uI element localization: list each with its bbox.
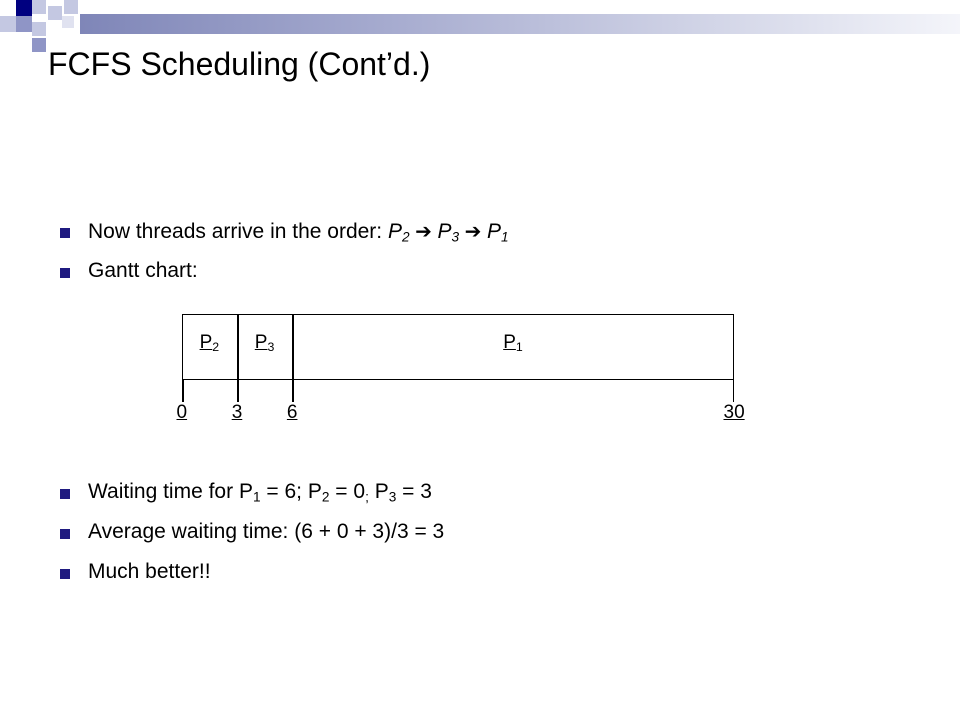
arrow-icon: ➔: [459, 221, 487, 243]
text-run: Average waiting time: (6 + 0 + 3)/3 = 3: [88, 520, 445, 543]
text-run: Now threads arrive in the order:: [88, 220, 388, 243]
decor-square-6: [48, 6, 62, 20]
bullet-text: [88, 219, 509, 244]
gantt-edge-tick: [182, 380, 184, 402]
decor-square-3: [0, 16, 16, 32]
text-run: P: [307, 480, 322, 503]
text-run: Much better!!: [88, 560, 211, 583]
decor-square-8: [32, 38, 46, 52]
gantt-tick-label: 30: [723, 402, 745, 423]
subscript: 3: [451, 229, 460, 245]
text-run: P: [238, 480, 253, 503]
text-run: P: [437, 220, 452, 243]
header-gradient-bar: [80, 14, 960, 34]
subscript: 1: [500, 229, 509, 245]
bullet-square-icon: [60, 489, 70, 499]
text-run: = 6;: [260, 480, 308, 503]
gantt-tick-label: 3: [231, 402, 243, 423]
arrow-icon: ➔: [409, 221, 438, 243]
decor-square-7: [64, 0, 78, 14]
bullet-square-icon: [60, 268, 70, 278]
decor-square-5: [32, 22, 46, 36]
bullet-text: [88, 259, 198, 283]
bullet-text: [88, 480, 432, 504]
decor-square-4: [16, 16, 32, 32]
decor-square-9: [62, 16, 74, 28]
subscript: 3: [388, 489, 397, 505]
text-run: = 0: [329, 480, 366, 503]
gantt-segment-label: $P_2$: [199, 332, 220, 355]
text-run: Waiting time for: [88, 480, 239, 503]
bullet-square-icon: [60, 228, 70, 238]
decor-square-1: [16, 0, 32, 16]
gantt-tick-label: 6: [286, 402, 298, 423]
subscript: ;: [365, 489, 369, 505]
subscript: 2: [401, 229, 410, 245]
gantt-divider: [292, 314, 294, 402]
text-run: P: [387, 220, 402, 243]
gantt-segment-label: $P_3$: [254, 332, 275, 355]
gantt-divider: [237, 314, 239, 402]
bullet-square-icon: [60, 529, 70, 539]
gantt-tick-label: 0: [176, 402, 188, 423]
subscript: 1: [252, 489, 261, 505]
bullet-text: [88, 560, 211, 584]
text-run: P: [374, 480, 389, 503]
decor-square-2: [32, 0, 46, 14]
slide-title: FCFS Scheduling (Cont’d.): [48, 46, 431, 82]
bullet-text: [88, 520, 444, 544]
text-run: = 3: [396, 480, 432, 503]
subscript: 2: [321, 489, 330, 505]
gantt-edge-tick: [733, 380, 735, 402]
bullet-square-icon: [60, 569, 70, 579]
text-run: Gantt chart:: [88, 259, 198, 282]
gantt-segment-label: $P_1$: [503, 332, 523, 355]
text-run: P: [486, 220, 501, 243]
